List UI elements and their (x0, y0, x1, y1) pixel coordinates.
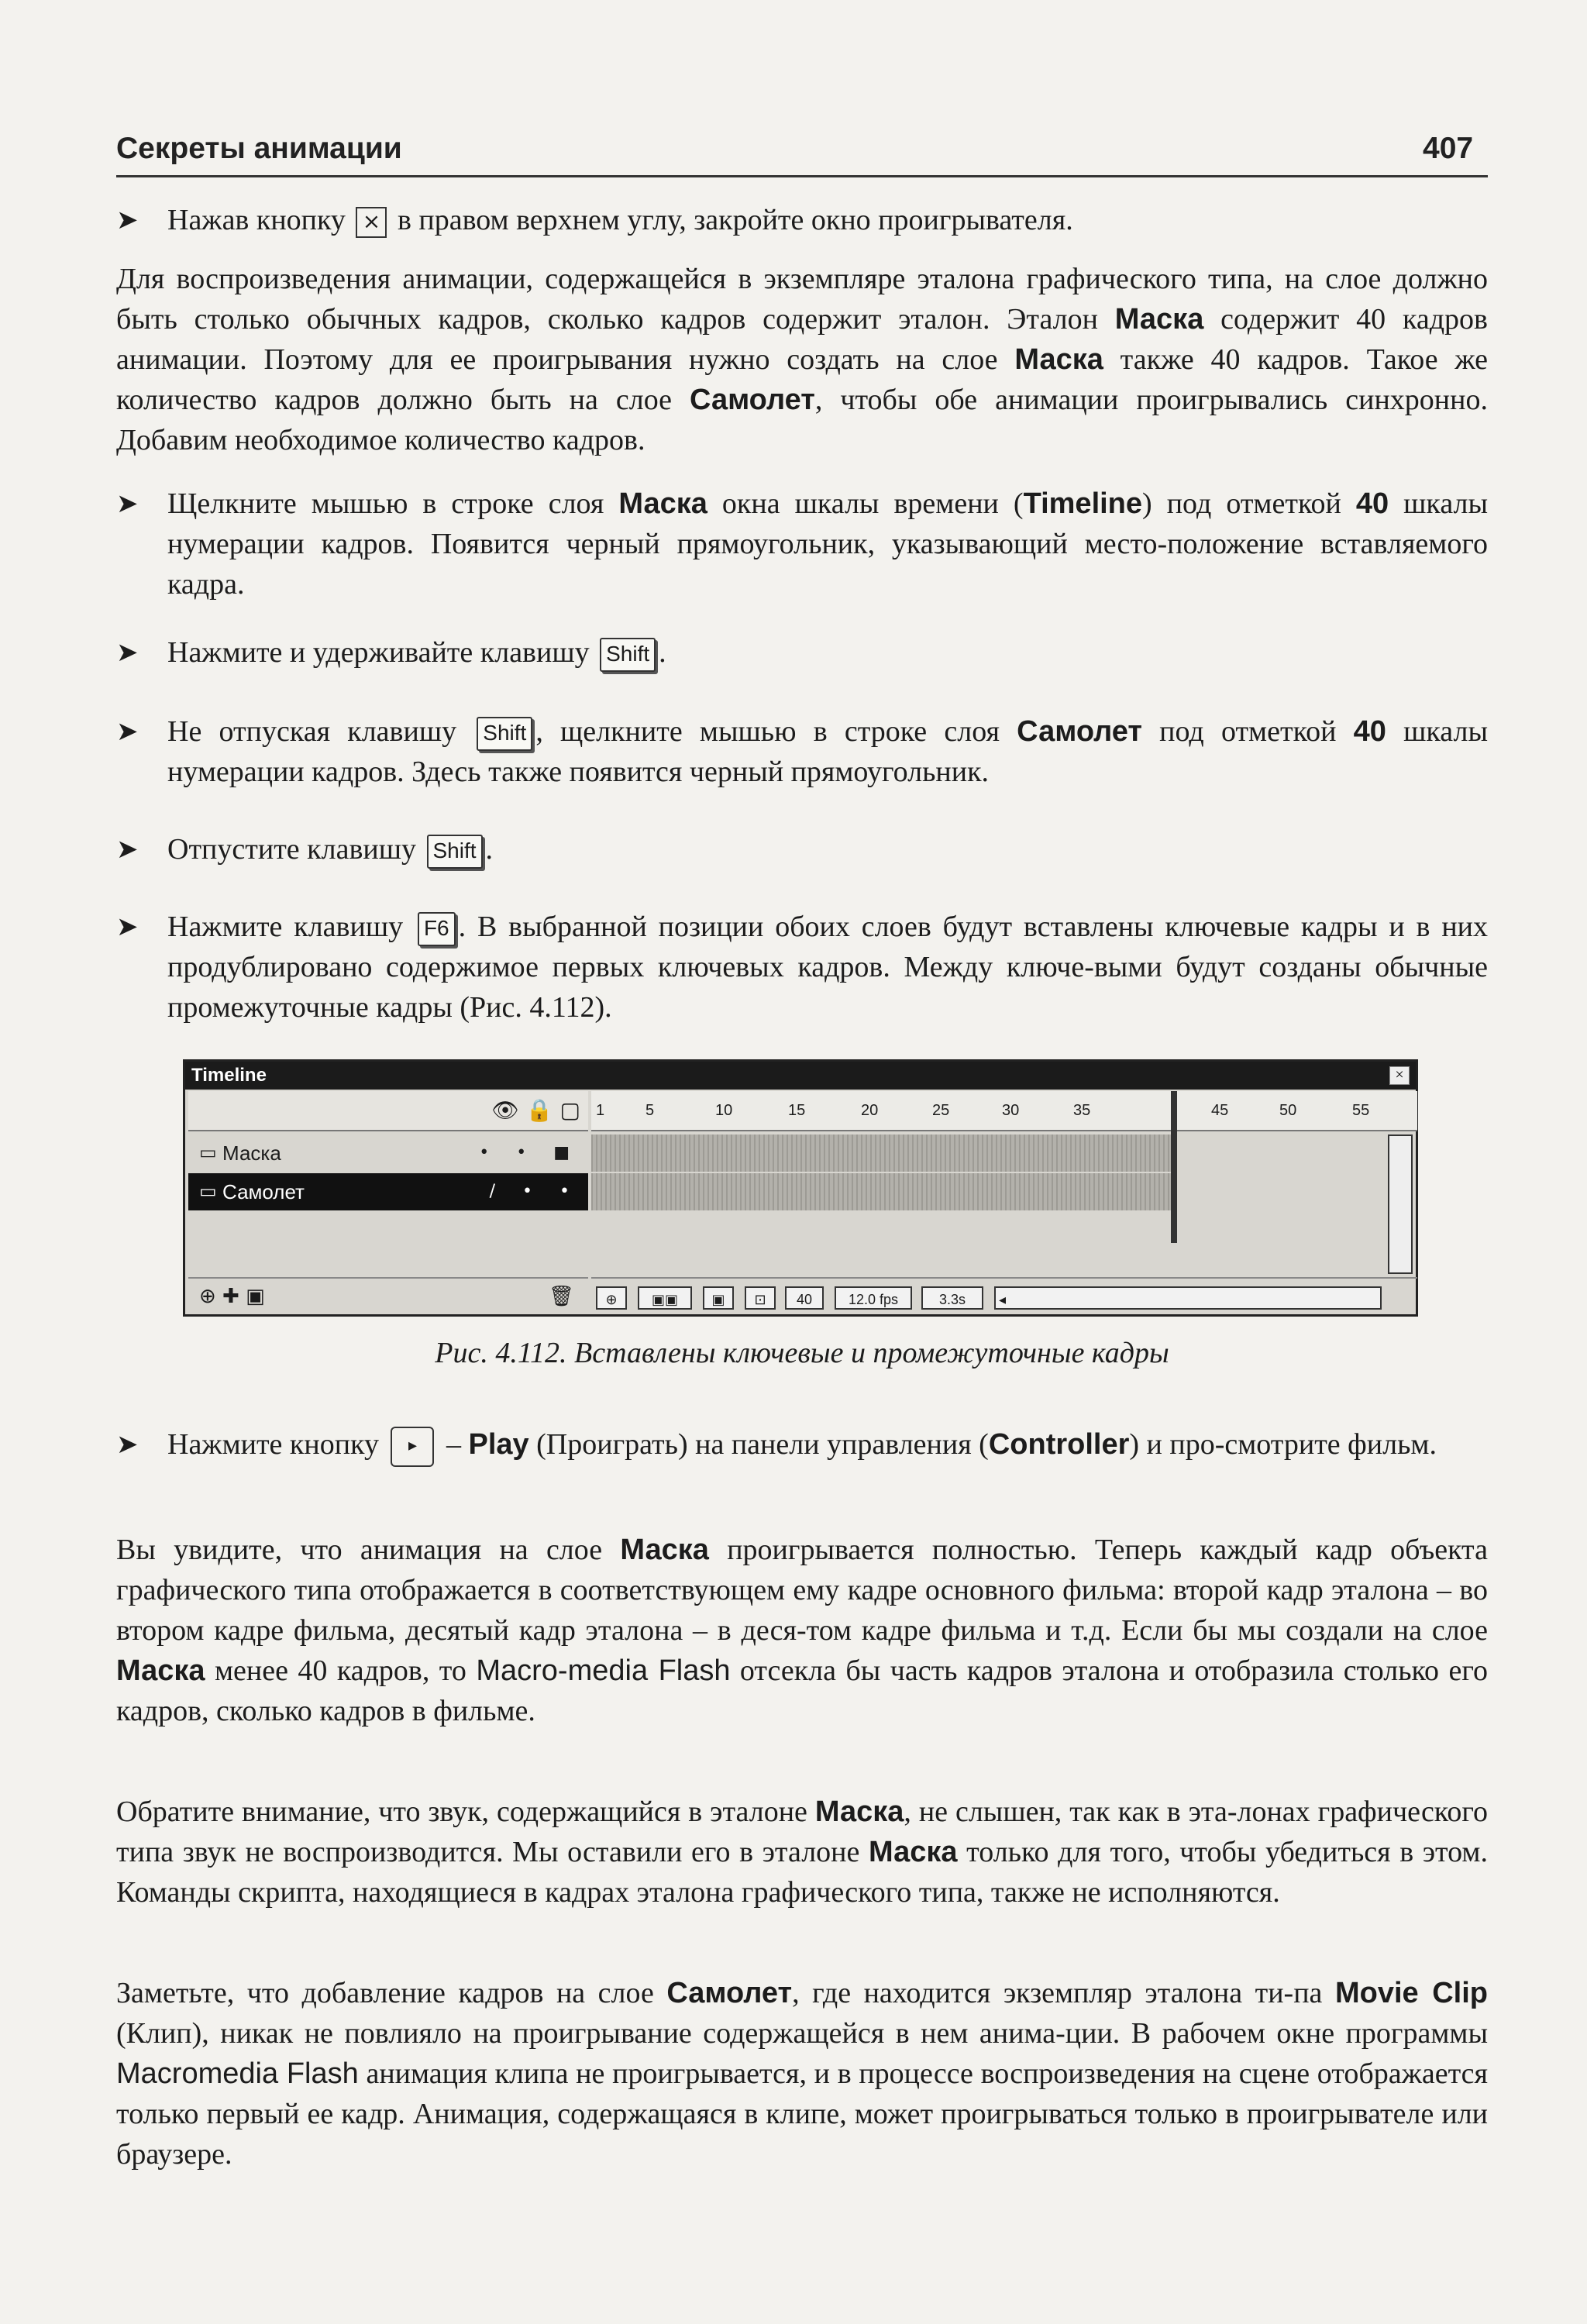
ruler-tick: 45 (1211, 1102, 1229, 1119)
ruler-tick: 1 (596, 1102, 605, 1119)
header-divider (116, 175, 1488, 177)
close-key-icon: × (356, 207, 387, 238)
bullet-arrow-icon: ➤ (116, 911, 139, 942)
layer-row-plane[interactable]: ▭ Самолет / • • (188, 1173, 588, 1210)
elapsed-time: 3.3s (921, 1286, 983, 1310)
center-frame-icon[interactable]: ⊕ (596, 1286, 627, 1310)
shift-key-icon: Shift (600, 638, 656, 672)
onion-outline-icon[interactable]: ▣ (703, 1286, 734, 1310)
vertical-scrollbar[interactable] (1388, 1134, 1413, 1274)
play-icon: ▸ (391, 1427, 434, 1467)
ruler-tick: 5 (645, 1102, 655, 1119)
plane-frames[interactable] (591, 1173, 1172, 1210)
frame-rate: 12.0 fps (835, 1286, 912, 1310)
ruler-tick: 25 (932, 1102, 950, 1119)
layer-icon: ▭ (199, 1181, 217, 1202)
running-header: Секреты анимации (116, 132, 402, 165)
timeline-figure (183, 1059, 1418, 1317)
edit-multiple-icon[interactable]: ⊡ (745, 1286, 776, 1310)
bullet-arrow-icon: ➤ (116, 716, 139, 747)
onion-skin-icon[interactable]: ▣▣ (638, 1286, 692, 1310)
bullet-arrow-icon: ➤ (116, 834, 139, 865)
shift-key-icon: Shift (477, 717, 532, 751)
bullet-arrow-icon: ➤ (116, 488, 139, 519)
page-number: 407 (1423, 132, 1474, 165)
ruler-tick: 35 (1073, 1102, 1091, 1119)
book-page: Секреты анимации 407 ➤ Нажав кнопку × в правом верхнем углу, закройте окно проигрывателя. Для воспроизведения анимации, содержащейся в экземпляре эталона графического типа, на слое должно быть столько обычных кадров, сколько кадров содержит эталон. Эталон Маска содержит 40 кадров анимации. Поэтому для ее проигрывания нужно создать на слое Маска также 40 кадров. Такое же количество кадров должно быть на слое Самолет, чтобы обе анимации проигрывались синхронно. Добавим необходимое количество кадров. ➤ Щелкните мышью в строке слоя Маска окна шкалы времени (Timeline) под отметкой 40 шкалы нумерации кадров. Появится черный прямоугольник, указывающий место-положение вставляемого кадра. ➤ Нажмите и удерживайте клавишу Shift . ➤ Не отпуская клавишу Shift , щелкните мышью в строке слоя Самолет под отметкой 40 шкалы нумерации кадров. Здесь также появится черный прямоугольник. ➤ Отпустите клавишу Shift . ➤ Нажмите клавишу F6 . В выбранной позиции обоих слоев будут вставлены ключевые кадры и в них продублировано содержимое первых ключевых кадров. Между ключе-выми будут созданы обычные промежуточные кадры (Рис. 4.112). Timeline × 👁 🔒 ▢ ▭ Маска • • ■ ▭ Самолет / • • ⊕ ✚ ▣ 🗑 1 5 10 15 20 25 30 35 45 50 55 ⊕ ▣▣ ▣ ⊡ 40 12.0 fps 3.3s ◂ Рис. 4.112. Вставлены ключевые и промежуточные кадры ➤ Нажмите кнопку ▸ – Play (Проиграть) на панели управления (Controller) и про-смотрите фильм. Вы увидите, что анимация на слое Маска проигрывается полностью. Теперь каждый кадр объекта графического типа отображается в соответствующем ему кадре основного фильма: второй кадр эталона – во втором кадре фильма, десятый кадр эталона – в деся-том кадре фильма и т.д. Если бы мы создали на слое Маска менее 40 кадров, то Macro-media Flash отсекла бы часть кадров эталона и отобразила столько его кадров, сколько кадров в фильме. Обратите внимание, что звук, содержащийся в эталоне Маска, не слышен, так как в эта-лонах графического типа звук не воспроизводится. Мы оставили его в эталоне Маска только для того, чтобы убедиться в этом. Команды скрипта, находящиеся в кадрах эталона графического типа, также не исполняются. Заметьте, что добавление кадров на слое Самолет, где находится экземпляр эталона ти-па Movie Clip (Клип), никак не повлияло на проигрывание содержащейся в нем анима-ции. В рабочем окне программы Macromedia Flash анимация клипа не проигрывается, и в процессе воспроизведения на сцене отображается только первый ее кадр. Анимация, содержащаяся в клипе, может проигрываться только в проигрывателе или браузере. (0, 0, 1587, 2324)
ruler-tick: 10 (715, 1102, 733, 1119)
mask-frames[interactable] (591, 1134, 1172, 1172)
paragraph-result: Вы увидите, что анимация на слое Маска проигрывается полностью. Теперь каждый кадр объекта графического типа отображается в соответствующем ему кадре основного фильма: второй кадр эталона – во втором кадре фильма, десятый кадр эталона – в деся-том кадре фильма и т.д. Если бы мы создали на слое Маска менее 40 кадров, то Macro-media Flash отсекла бы часть кадров эталона и отобразила столько его кадров, сколько кадров в фильме. (116, 1534, 1488, 1727)
timeline-title: Timeline (185, 1062, 1416, 1090)
horizontal-scrollbar[interactable]: ◂ (994, 1286, 1382, 1310)
f6-key-icon: F6 (418, 912, 456, 946)
paragraph-sound: Обратите внимание, что звук, содержащийся в эталоне Маска, не слышен, так как в эта-лонах графического типа звук не воспроизводится. Мы оставили его в эталоне Маска только для того, чтобы убедиться в этом. Команды скрипта, находящиеся в кадрах эталона графического типа, также не исполняются. (116, 1796, 1488, 1909)
bullet-text: Нажав кнопку × в правом верхнем углу, закройте окно проигрывателя. (167, 200, 1488, 240)
bullet-arrow-icon: ➤ (116, 1429, 139, 1460)
ruler-tick: 30 (1002, 1102, 1020, 1119)
figure-caption: Рис. 4.112. Вставлены ключевые и промежуточные кадры (435, 1337, 1169, 1369)
playhead[interactable] (1171, 1091, 1177, 1243)
frames-panel (591, 1091, 1417, 1316)
layer-row-mask[interactable]: ▭ Маска • • ■ (188, 1134, 588, 1172)
trash-icon[interactable]: 🗑 (548, 1285, 574, 1308)
bullet-arrow-icon: ➤ (116, 637, 139, 668)
frame-ruler (591, 1091, 1417, 1131)
close-icon[interactable]: × (1389, 1066, 1410, 1085)
ruler-tick: 20 (861, 1102, 879, 1119)
ruler-tick: 55 (1352, 1102, 1370, 1119)
add-layer-icon[interactable]: ⊕ ✚ ▣ (199, 1285, 265, 1308)
paragraph-movieclip: Заметьте, что добавление кадров на слое Самолет, где находится экземпляр эталона ти-па Movie Clip (Клип), никак не повлияло на проигрывание содержащейся в нем анима-ции. В рабочем окне программы Macromedia Flash анимация клипа не проигрывается, и в процессе воспроизведения на сцене отображается только первый ее кадр. Анимация, содержащаяся в клипе, может проигрываться только в проигрывателе или браузере. (116, 1977, 1488, 2171)
layer-icon: ▭ (199, 1142, 217, 1163)
ruler-tick: 15 (788, 1102, 806, 1119)
paragraph-intro: Для воспроизведения анимации, содержащейся в экземпляре эталона графического типа, на слое должно быть столько обычных кадров, сколько кадров содержит эталон. Эталон Маска содержит 40 кадров анимации. Поэтому для ее проигрывания нужно создать на слое Маска также 40 кадров. Такое же количество кадров должно быть на слое Самолет, чтобы обе анимации проигрывались синхронно. Добавим необходимое количество кадров. (116, 263, 1488, 456)
bullet-arrow-icon: ➤ (116, 205, 139, 236)
shift-key-icon: Shift (427, 835, 483, 869)
current-frame: 40 (785, 1286, 824, 1310)
layer-panel (188, 1091, 588, 1316)
ruler-tick: 50 (1279, 1102, 1297, 1119)
eye-lock-outline-icons: 👁 🔒 ▢ (491, 1097, 580, 1123)
